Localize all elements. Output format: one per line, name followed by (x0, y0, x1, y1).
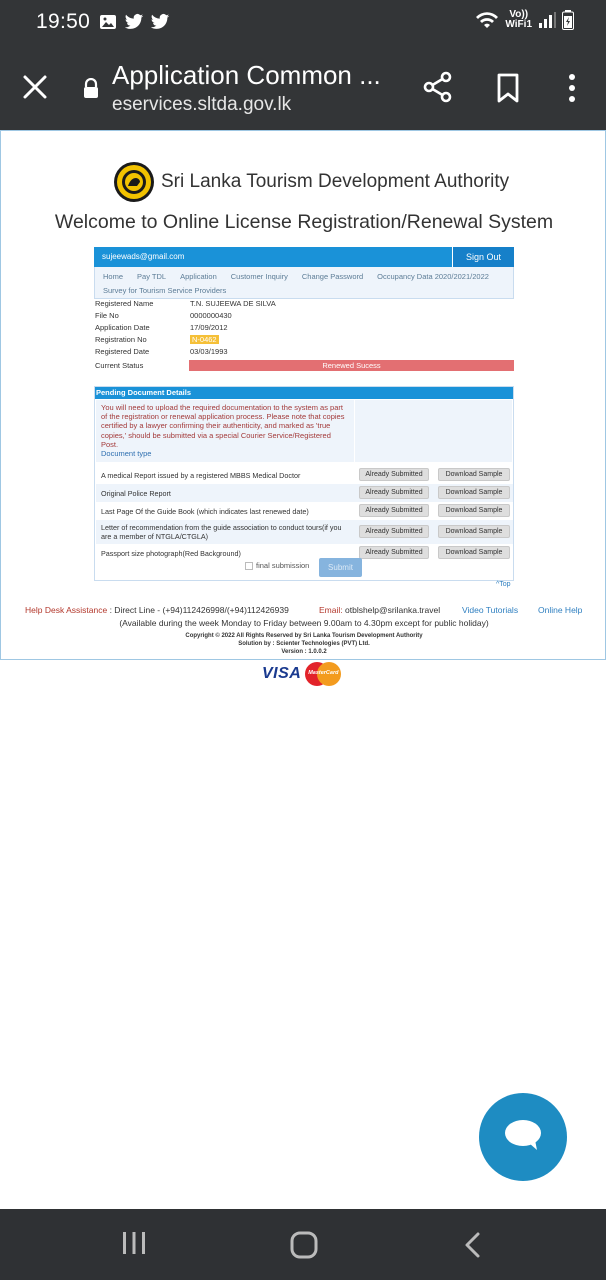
page-title: Application Common ... (112, 60, 381, 90)
visa-logo: VISA (262, 665, 302, 682)
nav-occupancy-data[interactable]: Occupancy Data 2020/2021/2022 (377, 272, 489, 281)
org-name: Sri Lanka Tourism Development Authority (161, 171, 510, 192)
help-desk-phone: : Direct Line - (+94)112426998/(+94)112426939 (109, 605, 289, 615)
notification-icons (98, 12, 170, 32)
note-text: You will need to upload the required documentation to the system as part of the registration or renewal application process. Please note that copies certified by a lawyer confirming their authenticity, and marked as 'true copies,' should be submitted via a special Courier Service/Registered Post. (101, 403, 345, 449)
document-type-label: Document type (101, 449, 152, 459)
chat-button[interactable] (479, 1093, 567, 1181)
payment-logos (262, 662, 341, 686)
user-bar (94, 247, 514, 267)
browser-toolbar (0, 44, 606, 130)
close-icon[interactable] (20, 72, 50, 102)
volte-label: Vo)) WiFi1 (505, 9, 532, 30)
nav-pay-tdl[interactable]: Pay TDL (137, 272, 167, 281)
user-panel (94, 247, 514, 299)
sign-out-button[interactable]: Sign Out (452, 247, 514, 267)
document-name: Passport size photograph(Red Background) (101, 548, 241, 558)
final-submission (245, 561, 309, 570)
emblem-icon (113, 161, 155, 203)
site-header (113, 161, 509, 203)
copyright-text: Copyright © 2022 All Rights Reserved by Sri Lanka Tourism Development Authority (185, 633, 423, 639)
email-label: Email: (319, 605, 343, 615)
document-name: Last Page Of the Guide Book (which indicates last renewed date) (101, 506, 309, 516)
info-label: Current Status (95, 361, 144, 370)
back-icon[interactable] (462, 1231, 484, 1259)
main-nav (94, 267, 514, 299)
already-submitted-button[interactable]: Already Submitted (359, 546, 429, 559)
already-submitted-button[interactable]: Already Submitted (359, 468, 429, 481)
home-icon[interactable] (290, 1231, 318, 1259)
web-page (0, 130, 606, 660)
twitter-icon (124, 12, 144, 32)
registration-info (94, 299, 514, 373)
download-sample-button[interactable]: Download Sample (438, 468, 510, 481)
document-row (96, 544, 513, 562)
help-desk (25, 605, 289, 615)
info-row (94, 323, 514, 335)
document-name: Original Police Report (101, 488, 171, 498)
already-submitted-button[interactable]: Already Submitted (359, 504, 429, 517)
recents-icon[interactable] (121, 1231, 147, 1255)
wifi-icon (475, 10, 499, 30)
help-desk-label: Help Desk Assistance (25, 605, 108, 615)
document-row (96, 520, 513, 544)
mastercard-text: MasterCard (308, 670, 339, 676)
upload-note (96, 400, 354, 462)
info-label: File No (95, 311, 119, 320)
battery-icon (562, 10, 574, 30)
already-submitted-button[interactable]: Already Submitted (359, 525, 429, 538)
welcome-heading: Welcome to Online License Registration/Renewal System (54, 211, 554, 233)
chat-icon (503, 1119, 543, 1151)
video-tutorials-link[interactable]: Video Tutorials (462, 605, 519, 615)
download-sample-button[interactable]: Download Sample (438, 546, 510, 559)
share-icon[interactable] (422, 70, 454, 104)
pending-documents (94, 386, 514, 581)
system-icons (475, 10, 574, 30)
submit-button[interactable]: Submit (319, 558, 362, 577)
lock-icon (82, 78, 100, 103)
pending-heading: Pending Document Details (95, 387, 513, 399)
availability-note: (Available during the week Monday to Friday between 9.00am to 4.30pm except for public holiday) (119, 618, 489, 628)
document-name: A medical Report issued by a registered MBBS Medical Doctor (101, 470, 301, 480)
document-row (96, 484, 513, 502)
download-sample-button[interactable]: Download Sample (438, 486, 510, 499)
info-row (94, 361, 514, 373)
final-submission-label: final submission (256, 561, 310, 570)
download-sample-button[interactable]: Download Sample (438, 504, 510, 517)
info-value: 0000000430 (190, 311, 232, 320)
info-label: Registered Date (95, 347, 150, 356)
nav-application[interactable]: Application (180, 272, 217, 281)
help-email (319, 605, 440, 615)
bookmark-icon[interactable] (494, 72, 522, 104)
online-help-link[interactable]: Online Help (538, 605, 583, 615)
signal-icon (538, 11, 556, 29)
document-row (96, 466, 513, 484)
info-row (94, 335, 514, 347)
note-side-cell (355, 400, 512, 462)
registration-number: N-0462 (192, 335, 217, 344)
email-address[interactable]: otblshelp@srilanka.travel (345, 605, 441, 615)
final-submission-checkbox[interactable] (245, 562, 253, 570)
version-text: Version : 1.0.0.2 (281, 649, 327, 655)
info-value: 03/03/1993 (190, 347, 228, 356)
info-value: 17/09/2012 (190, 323, 228, 332)
image-icon (98, 12, 118, 32)
info-row (94, 299, 514, 311)
user-email: sujeewads@gmail.com (102, 252, 185, 261)
twitter-icon (150, 12, 170, 32)
info-label: Application Date (95, 323, 150, 332)
nav-home[interactable]: Home (103, 272, 124, 281)
document-name: Letter of recommendation from the guide association to conduct tours(if you are a member of NTGLA/CTGLA) (101, 523, 342, 541)
url-text[interactable]: eservices.sltda.gov.lk (112, 94, 292, 115)
more-icon[interactable] (566, 72, 578, 104)
clock: 19:50 (36, 10, 91, 33)
info-label: Registration No (95, 335, 147, 344)
status-badge: Renewed Sucess (189, 360, 514, 371)
info-row (94, 347, 514, 359)
download-sample-button[interactable]: Download Sample (438, 525, 510, 538)
top-link[interactable]: ^Top (496, 581, 511, 588)
document-row (96, 502, 513, 520)
already-submitted-button[interactable]: Already Submitted (359, 486, 429, 499)
nav-survey[interactable]: Survey for Tourism Service Providers (103, 286, 227, 295)
nav-customer-inquiry[interactable]: Customer Inquiry (230, 272, 288, 281)
mastercard-logo (305, 662, 341, 686)
copyright-block (1, 632, 606, 656)
info-value: T.N. SUJEEWA DE SILVA (190, 299, 276, 308)
info-row (94, 311, 514, 323)
nav-change-password[interactable]: Change Password (301, 272, 364, 281)
status-bar (0, 0, 606, 44)
info-label: Registered Name (95, 299, 154, 308)
solution-text: Solution by : Scienter Technologies (PVT) Ltd. (238, 641, 370, 647)
android-nav-bar (0, 1209, 606, 1280)
